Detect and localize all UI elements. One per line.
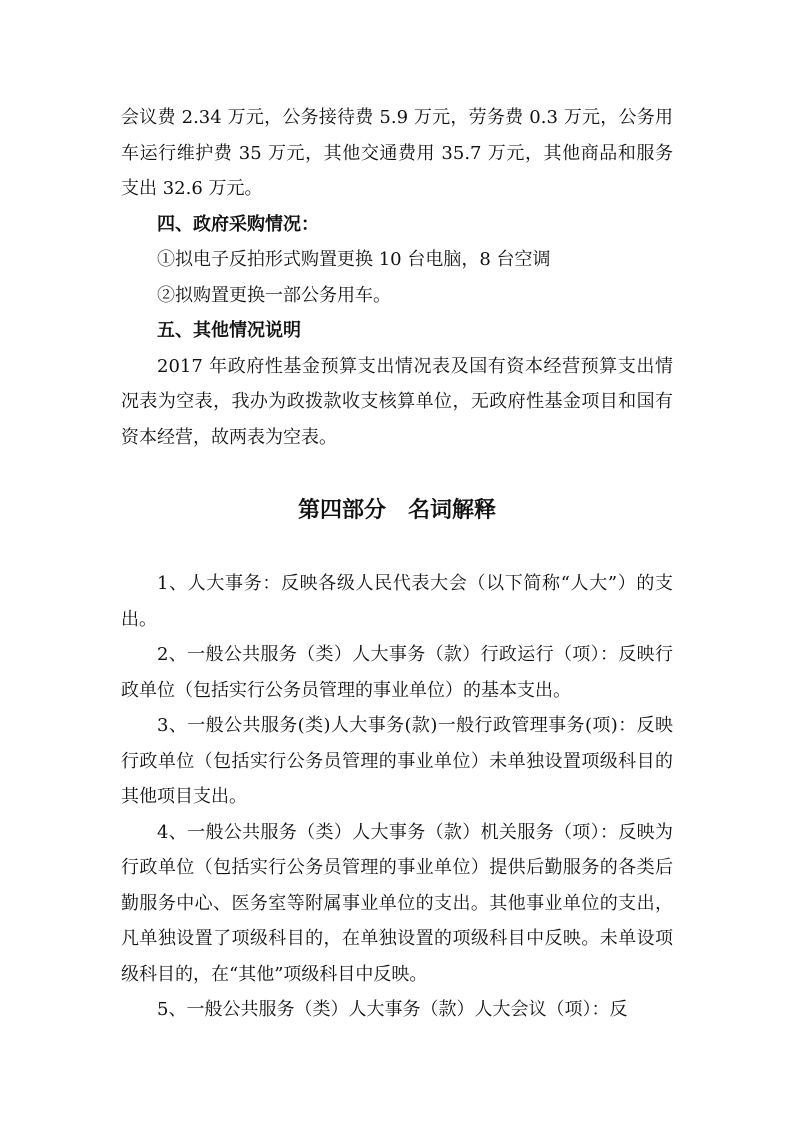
section5-heading: 五、其他情况说明 xyxy=(157,320,301,341)
term-2: 2、一般公共服务（类）人大事务（款）行政运行（项）：反映行政单位（包括实行公务员管理的事业单位）的基本支出。 xyxy=(121,644,673,701)
term-4: 4、一般公共服务（类）人大事务（款）机关服务（项）：反映为行政单位（包括实行公务员管理的事业单位）提供后勤服务的各类后勤服务中心、医务室等附属事业单位的支出。其他事业单位的支出，凡单独设置了项级科目的，在单独设置的项级科目中反映。未单设项级科目的，在“其他”项级科目中反映。 xyxy=(121,821,673,985)
term-1: 1、人大事务：反映各级人民代表大会（以下简称“人大”）的支出。 xyxy=(121,573,673,630)
term-5: 5、一般公共服务（类）人大事务（款）人大会议（项）：反 xyxy=(157,999,628,1020)
procurement-item-2: ②拟购置更换一部公务用车。 xyxy=(157,284,391,306)
procurement-item-1: ①拟电子反拍形式购置更换 10 台电脑，8 台空调 xyxy=(157,249,551,270)
section5-body: 2017 年政府性基金预算支出情况表及国有资本经营预算支出情况表为空表，我办为政拨款收支核算单位，无政府性基金项目和国有资本经营，故两表为空表。 xyxy=(121,355,673,448)
part4-title: 第四部分 名词解释 xyxy=(297,498,496,523)
document-body xyxy=(121,100,673,1028)
term-3: 3、一般公共服务(类)人大事务(款)一般行政管理事务(项)：反映行政单位（包括实行公务员管理的事业单位）未单独设置项级科目的其他项目支出。 xyxy=(121,715,673,807)
expense-summary-paragraph: 会议费 2.34 万元，公务接待费 5.9 万元，劳务费 0.3 万元，公务用车运行维护费 35 万元，其他交通费用 35.7 万元，其他商品和服务支出 32.6 万元。 xyxy=(121,107,673,199)
section4-heading: 四、政府采购情况： xyxy=(157,213,319,235)
